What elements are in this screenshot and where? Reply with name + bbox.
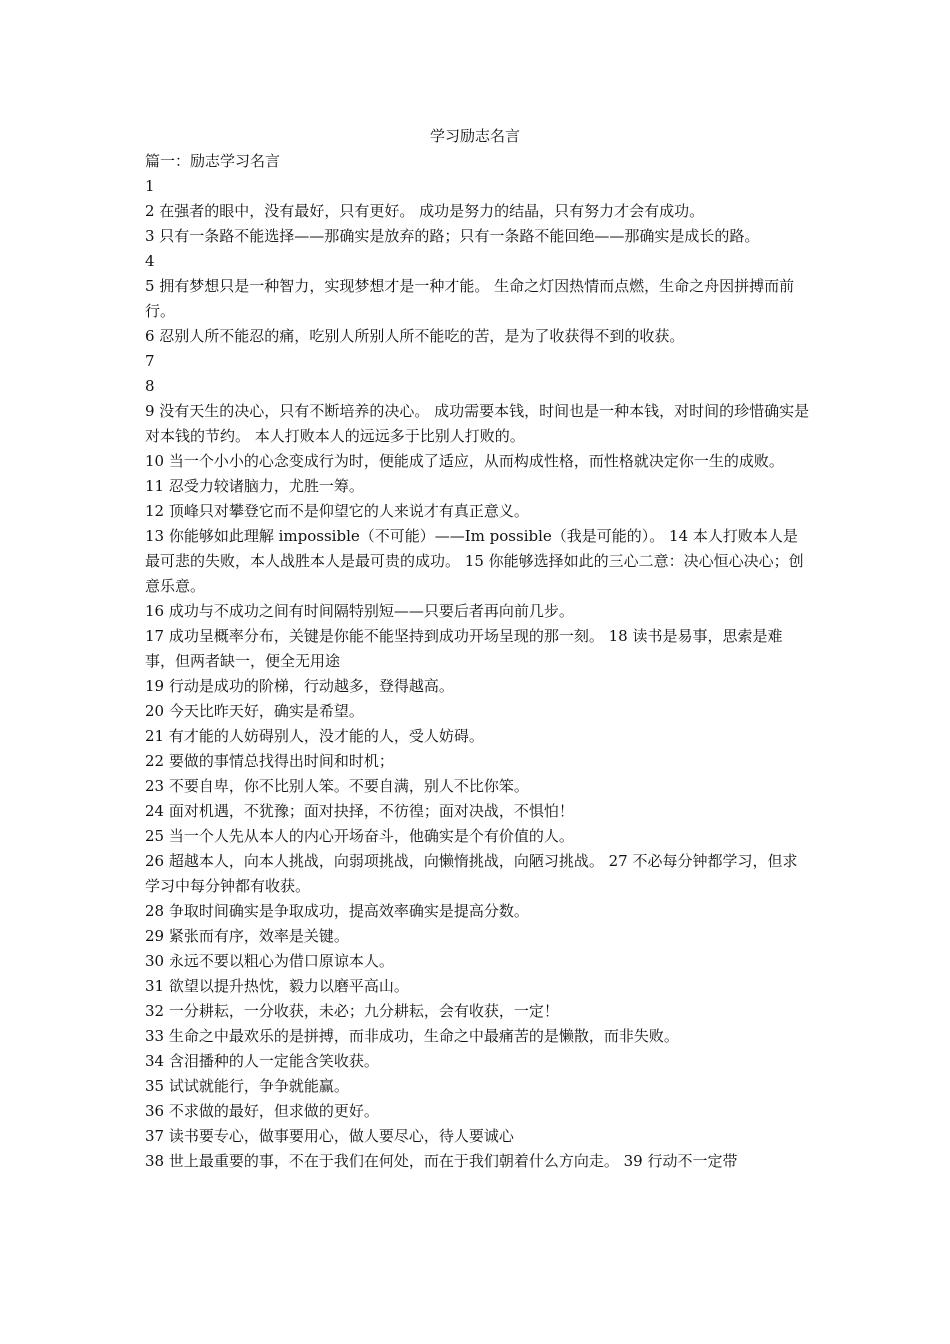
paragraph: 21 有才能的人妨碍别人，没才能的人，受人妨碍。 xyxy=(145,727,484,745)
paragraph: 33 生命之中最欢乐的是拼搏，而非成功，生命之中最痛苦的是懒散，而非失败。 xyxy=(145,1027,679,1045)
paragraph: 37 读书要专心，做事要用心，做人要尽心，待人要诚心 xyxy=(145,1127,514,1145)
paragraph: 篇一：励志学习名言 xyxy=(145,152,281,170)
paragraph: 11 忍受力较诸脑力，尤胜一筹。 xyxy=(145,477,364,495)
paragraph: 3 只有一条路不能选择——那确实是放弃的路；只有一条路不能回绝——那确实是成长的路。 xyxy=(145,227,760,245)
paragraph: 17 成功呈概率分布，关键是你能不能坚持到成功开场呈现的那一刻。 18 读书是易事，思索是难事，但两者缺一，便全无用途 xyxy=(145,627,783,670)
paragraph: 2 在强者的眼中，没有最好，只有更好。 成功是努力的结晶，只有努力才会有成功。 xyxy=(145,202,705,220)
paragraph: 4 xyxy=(145,252,155,270)
paragraph: 38 世上最重要的事，不在于我们在何处，而在于我们朝着什么方向走。 39 行动不一定带 xyxy=(145,1152,738,1170)
paragraph: 24 面对机遇，不犹豫；面对抉择，不彷徨；面对决战，不惧怕！ xyxy=(145,802,574,820)
paragraph: 31 欲望以提升热忱，毅力以磨平高山。 xyxy=(145,977,409,995)
paragraph: 28 争取时间确实是争取成功，提高效率确实是提高分数。 xyxy=(145,902,529,920)
paragraph: 5 拥有梦想只是一种智力，实现梦想才是一种才能。 生命之灯因热情而点燃，生命之舟因拼搏而前行。 xyxy=(145,277,795,320)
paragraph: 12 顶峰只对攀登它而不是仰望它的人来说才有真正意义。 xyxy=(145,502,529,520)
paragraph: 22 要做的事情总找得出时间和时机； xyxy=(145,752,394,770)
paragraph: 32 一分耕耘，一分收获，未必；九分耕耘，会有收获，一定！ xyxy=(145,1002,559,1020)
paragraph: 20 今天比昨天好，确实是希望。 xyxy=(145,702,364,720)
paragraph: 10 当一个小小的心念变成行为时，便能成了适应，从而构成性格，而性格就决定你一生的成败。 xyxy=(145,452,784,470)
paragraph: 26 超越本人，向本人挑战，向弱项挑战，向懒惰挑战，向陋习挑战。 27 不必每分钟都学习，但求学习中每分钟都有收获。 xyxy=(145,852,798,895)
paragraph: 16 成功与不成功之间有时间隔特别短——只要后者再向前几步。 xyxy=(145,602,574,620)
paragraph: 25 当一个人先从本人的内心开场奋斗，他确实是个有价值的人。 xyxy=(145,827,574,845)
paragraph: 8 xyxy=(145,377,155,395)
paragraph: 34 含泪播种的人一定能含笑收获。 xyxy=(145,1052,379,1070)
paragraph: 9 没有天生的决心，只有不断培养的决心。 成功需要本钱，时间也是一种本钱，对时间的珍惜确实是对本钱的节约。 本人打败本人的远远多于比别人打败的。 xyxy=(145,402,810,445)
document-title: 学习励志名言 xyxy=(429,127,520,145)
paragraph: 13 你能够如此理解 impossible（不可能）——Im possible（我是可能的）。 14 本人打败本人是最可悲的失败，本人战胜本人是最可贵的成功。 15 你能够选择如此的三心二意：决心恒心决心；创意乐意。 xyxy=(145,527,804,595)
paragraph: 7 xyxy=(145,352,155,370)
paragraph: 1 xyxy=(145,177,155,195)
paragraph: 30 永远不要以粗心为借口原谅本人。 xyxy=(145,952,394,970)
paragraph: 36 不求做的最好，但求做的更好。 xyxy=(145,1102,379,1120)
paragraph: 23 不要自卑，你不比别人笨。不要自满，别人不比你笨。 xyxy=(145,777,529,795)
paragraph: 35 试试就能行，争争就能赢。 xyxy=(145,1077,349,1095)
document-body xyxy=(145,149,811,1174)
paragraph: 19 行动是成功的阶梯，行动越多，登得越高。 xyxy=(145,677,454,695)
paragraph: 29 紧张而有序，效率是关键。 xyxy=(145,927,349,945)
paragraph: 6 忍别人所不能忍的痛，吃别人所别人所不能吃的苦，是为了收获得不到的收获。 xyxy=(145,327,685,345)
